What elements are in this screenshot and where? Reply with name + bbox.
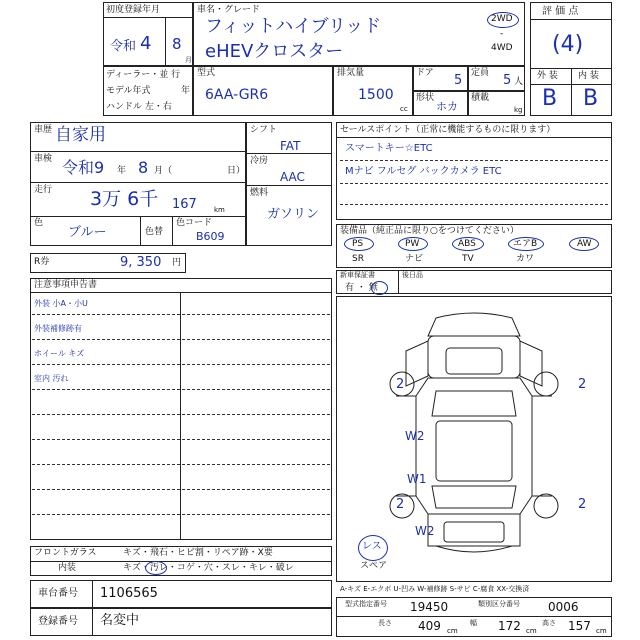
- divider: [340, 183, 608, 184]
- recycle-unit: 円: [172, 258, 182, 268]
- inspection-month-unit: 月（: [154, 166, 173, 176]
- inspection-era: 令和9: [62, 158, 105, 177]
- inspection-day-unit: 日）: [227, 166, 246, 176]
- kg-unit: kg: [514, 106, 523, 114]
- divider: [180, 292, 181, 540]
- height-unit: cm: [596, 627, 607, 635]
- km-unit: km: [214, 206, 225, 214]
- capacity-unit: 人: [514, 77, 524, 87]
- grade-name: eHEVクロスター: [205, 41, 344, 62]
- spare-mark: レス: [362, 541, 382, 552]
- damage-legend: A-キズ E-エクボ U-凹み W-補修跡 S-サビ C-腐食 XX-交換済: [340, 585, 530, 593]
- note-line-2: 外装補修跡有: [34, 324, 82, 333]
- width-unit: cm: [526, 627, 537, 635]
- shape-value: ホカ: [436, 100, 458, 113]
- length-label: 長さ: [378, 619, 392, 627]
- spare-label: スペア: [360, 561, 388, 571]
- divider: [32, 314, 330, 315]
- chassis-value: 1106565: [100, 586, 158, 601]
- length-value: 409: [418, 619, 441, 633]
- divider: [32, 514, 330, 515]
- note-line-3: ホイール キズ: [34, 349, 85, 358]
- fuel-value: ガソリン: [267, 207, 320, 222]
- divider: [340, 204, 608, 205]
- divider: [336, 616, 612, 617]
- divider: [30, 151, 246, 152]
- displacement-value: 1500: [358, 87, 394, 103]
- damage-mark-rl: 2: [396, 497, 405, 512]
- warranty-none-circle: [371, 281, 388, 295]
- equip-pw-circle: [398, 237, 428, 251]
- color-code-value: B609: [196, 230, 225, 243]
- aircon-label: 冷房: [250, 156, 269, 166]
- length-unit: cm: [447, 627, 458, 635]
- note-line-1: 外装 小A・小U: [34, 299, 88, 308]
- warranty-label: 新車保証書: [340, 271, 375, 279]
- color-change-label: 色替: [145, 227, 164, 237]
- model-code-label: 型式指定番号: [345, 600, 387, 608]
- model-year-label: モデル年式: [106, 86, 151, 96]
- score-label: 評 価 点: [542, 6, 579, 17]
- door-label: ドア: [416, 68, 434, 78]
- interior-label: 内 装: [578, 71, 599, 81]
- divider: [530, 19, 612, 20]
- sales-line-2: Mナビ フルセグ バックカメラ ETC: [345, 166, 502, 177]
- model-name: フィットハイブリッド: [205, 16, 382, 37]
- inspection-year-unit: 年: [117, 166, 127, 176]
- equip-airbag: エアB: [513, 239, 538, 249]
- color-code-label: 色コード: [176, 218, 213, 228]
- windshield-value: キズ・飛石・ヒビ割・リペア跡・X要: [123, 548, 273, 558]
- equip-abs-circle: [452, 237, 484, 251]
- equip-ps-circle: [344, 237, 374, 251]
- divider: [398, 270, 399, 294]
- interior-cond-label: 内装: [58, 563, 77, 573]
- type-label: 型式: [197, 68, 216, 78]
- record-label: 後日品: [402, 271, 423, 279]
- divider: [103, 17, 193, 18]
- divider: [246, 185, 332, 186]
- color-value: ブルー: [68, 225, 107, 240]
- height-label: 高さ: [542, 619, 556, 627]
- divider: [340, 160, 608, 161]
- divider: [32, 464, 330, 465]
- equip-abs: ABS: [458, 239, 476, 249]
- drive-2wd: 2WD: [491, 14, 513, 24]
- damage-mark-fl: 2: [396, 377, 405, 392]
- notes-box: [30, 278, 332, 540]
- divider: [32, 339, 330, 340]
- recycle-box: [30, 253, 186, 273]
- divider: [30, 216, 246, 217]
- chassis-label: 車台番号: [38, 588, 78, 599]
- shape-label: 形状: [416, 93, 435, 103]
- load-label: 積載: [471, 93, 490, 103]
- model-label: 車名・グレード: [197, 5, 261, 15]
- registration-label: 登録番号: [38, 616, 78, 627]
- usage-label: 車歴: [34, 125, 53, 135]
- divider: [140, 216, 141, 246]
- dealer-label: ディーラー・並 行: [106, 70, 181, 80]
- divider: [172, 216, 173, 246]
- year-value: 4: [140, 33, 152, 54]
- divider: [246, 153, 332, 154]
- divider: [30, 292, 332, 293]
- capacity-value: 5: [503, 73, 512, 88]
- equip-aw-circle: [569, 237, 599, 251]
- sales-title: セールスポイント（正常に機能するものに限ります）: [340, 125, 556, 135]
- drive-separator: -: [500, 29, 504, 39]
- interior-dirty-circle: [145, 561, 167, 575]
- divider: [32, 414, 330, 415]
- equip-leather: カワ: [516, 254, 535, 264]
- damage-mark-fr: 2: [578, 377, 587, 392]
- mileage-sub: 167: [172, 197, 197, 212]
- equip-aw: AW: [577, 239, 592, 249]
- interior-cond-value: キズ・汚レ・コゲ・穴・スレ・キレ・破レ: [123, 563, 294, 573]
- shift-label: シフト: [250, 125, 278, 135]
- divider: [336, 137, 612, 138]
- divider: [165, 17, 166, 66]
- height-value: 157: [568, 619, 591, 633]
- windshield-label: フロントガラス: [34, 548, 97, 558]
- month-value: 8: [172, 35, 182, 53]
- cc-unit: cc: [400, 105, 408, 113]
- equip-sr: SR: [352, 254, 364, 264]
- equipment-title: 装備品（純正品に限り○をつけてください）: [340, 226, 519, 236]
- divider: [30, 561, 332, 562]
- displacement-label: 排気量: [337, 68, 365, 78]
- note-line-4: 室内 汚れ: [34, 374, 69, 383]
- recycle-label: R券: [34, 257, 50, 267]
- sales-line-1: スマートキー☆ETC: [345, 143, 433, 154]
- color-label: 色: [34, 218, 44, 228]
- score-value: (4): [552, 32, 584, 57]
- fuel-label: 燃料: [250, 188, 269, 198]
- divider: [32, 439, 330, 440]
- notes-title: 注意事項申告書: [34, 280, 98, 290]
- usage-value: 自家用: [55, 125, 106, 145]
- handle-label: ハンドル 左・右: [106, 102, 172, 112]
- divider: [571, 68, 572, 116]
- capacity-label: 定員: [471, 68, 490, 78]
- inspection-label: 車検: [34, 154, 53, 164]
- divider: [30, 182, 246, 183]
- equip-ps: PS: [352, 239, 364, 249]
- year-unit: 年: [181, 86, 191, 96]
- era-value: 令和: [110, 39, 137, 54]
- equip-navi: ナビ: [405, 254, 424, 264]
- month-unit: 月: [185, 56, 192, 64]
- class-label: 類別区分番号: [478, 600, 520, 608]
- damage-mark-w2-left: W2: [405, 429, 425, 443]
- damage-mark-rr: 2: [578, 497, 587, 512]
- width-value: 172: [498, 619, 521, 633]
- mileage-label: 走行: [34, 185, 53, 195]
- exterior-label: 外 装: [537, 71, 558, 81]
- inspection-month: 8: [138, 158, 149, 177]
- registration-value: 名変中: [100, 613, 140, 628]
- equip-pw: PW: [405, 239, 420, 249]
- aircon-value: AAC: [280, 170, 305, 184]
- divider: [32, 489, 330, 490]
- door-value: 5: [454, 73, 463, 88]
- type-value: 6AA-GR6: [205, 87, 269, 103]
- equip-tv: TV: [462, 254, 474, 264]
- divider: [32, 389, 330, 390]
- mileage-value: 3万 6千: [90, 188, 159, 210]
- class-value: 0006: [548, 600, 579, 614]
- exterior-grade: B: [542, 86, 558, 111]
- first-registration-label: 初度登録年月: [106, 5, 161, 15]
- divider: [32, 364, 330, 365]
- damage-mark-w1: W1: [407, 472, 427, 486]
- shift-value: FAT: [280, 139, 301, 153]
- damage-mark-w2-rear: W2: [415, 524, 435, 538]
- recycle-value: 9, 350: [120, 255, 162, 270]
- interior-grade: B: [583, 86, 599, 111]
- model-code-value: 19450: [410, 600, 449, 614]
- width-label: 幅: [470, 619, 477, 627]
- equip-airbag-circle: [508, 237, 544, 251]
- drive-4wd: 4WD: [491, 43, 513, 53]
- warranty-value: 有 ・ 無: [345, 283, 378, 293]
